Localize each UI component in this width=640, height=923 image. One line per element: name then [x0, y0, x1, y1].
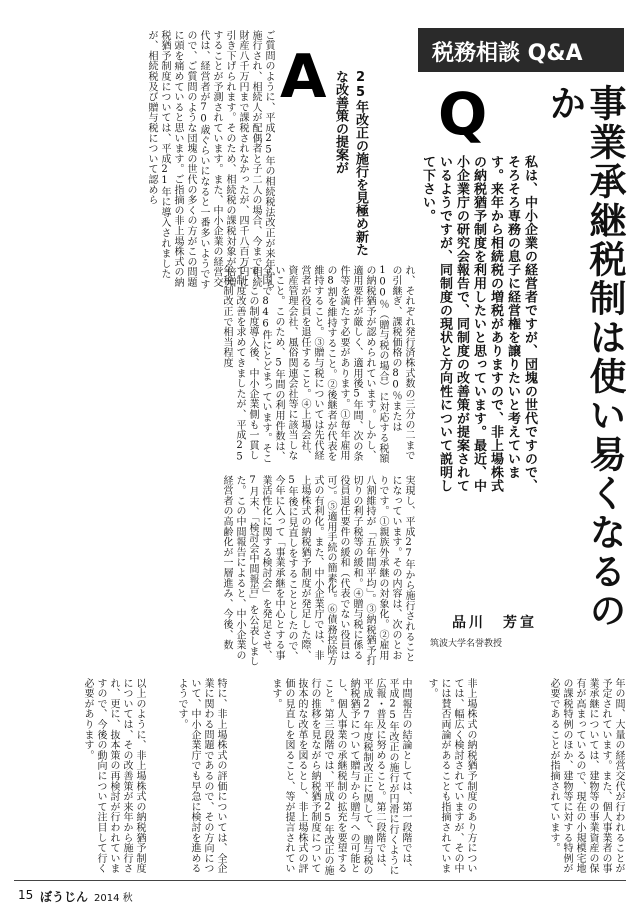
- page-number: 15: [18, 888, 34, 902]
- answer-column-8: 以上のように、非上場株式の納税猶予制度については、その改善策が来年から施行され、更に、抜本策の再検討が行われていますので、今後の動向について注目して行く必要があります。: [82, 678, 145, 874]
- section-banner: [418, 28, 624, 72]
- publication-name: ぼうじん: [40, 890, 89, 904]
- answer-heading: 25年改正の施行を見極め新たな改善策の提案が: [333, 70, 368, 256]
- question-text: 私は、中小企業の経営者ですが、団塊の世代ですので、そろそろ専務の息子に経営権を譲りたいと考えています。来年から相続税の増税がありますので、非上場株式の納税猶予制度を利用したいと思っています。最近、中小企業庁の研究会報告で、同制度の改善策が提案されているようですが、同制度の現状と方向性について説明して下さい。: [420, 155, 537, 493]
- answer-column-5: 非上場株式の納税猶予制度のあり方については、幅広く検討されていますが、その中には賛否両論があることも指摘されています。: [426, 678, 476, 874]
- answer-column-7: 特に、非上場株式の評価については、全企業に関わる問題であるので、その方向について、中小企業庁でも早急に検討を進めるようです。: [176, 678, 226, 874]
- author-affiliation: 筑波大学名誉教授: [430, 639, 503, 649]
- section-title: 税務相談 Q&A: [432, 41, 583, 66]
- answer-column-2: れ、それぞれ発行済株式数の三分の二までの引継ぎ、課税価格の80％または100％（贈与税の場合）に対応する税額の納税猶予が認められています。しかし、適用要件が厳しく、適用後5年間、次の条件等を満たす必要があります。①毎年雇用の8割を維持すること。②後継者が代表を維持すること。③贈与税については先代経営者が役員を退任すること。④上場会社、資産管理会社、風俗関連会社等に該当しないこと。このため、5年間の利用件数は、全国で846件にとどまっています。そこで、この制度導入後、中小企業側も一貫して制度改善を求めてきましたが、平成25年税制改正で相当程度: [221, 265, 414, 464]
- q-label: Q: [438, 80, 488, 148]
- answer-column-3: 実現し、平成27年から施行されることになっています。その内容は、次のとおりです。①親族外承継の対象化。②雇用八割維持が「五年間平均」。③納税猶予打切りの利子税等の緩和。④贈与税に係る役員退任要件の緩和（代表でない役員は可）。⑤適用手続の簡素化。⑥債務控除方式の有利化。また、中小企業庁では、非上場株式の納税猶予制度が発足した際、5年後に見直しをすることとしたので、今年に入って「事業承継を中心とする事業活性化に関する検討会」を発足させ、7月末、「検討会中間報告」を公表しました。この中間報告によると、中小企業の経営者の高齢化が一層進み、今後、数: [221, 475, 414, 667]
- article-title: 事業承継税制は使い易くなるのか: [543, 84, 626, 630]
- answer-column-6: 中間報告の結論としては、第一段階では、平成25年改正の施行が円滑に行くように広報・普及に努めること。第二段階では、平成27年度税制改正に関して、贈与税の納税猶予について贈与から贈与への可能とし、個人事業の承継税制の拡充を要望すること。第三段階では、平成25年改正の施行の推移を見ながら納税猶予制度について抜本的な改革を図るとし、非上場株式の評価の見直しを図ること、等が提言されています。: [270, 678, 411, 876]
- a-label: A: [280, 42, 327, 112]
- answer-column-4: 年の間、大量の経営交代が行われることが予定されています。また、個人事業者の事業承継については、建物等の事業資産の保有が高まっているので、現在の小規模宅地の課税特例のほか、建物等に対する特例が必要であることが指摘されています。: [548, 678, 624, 874]
- issue-label: 2014 秋: [94, 893, 133, 904]
- answer-column-1: ご質問のように、平成25年の相続税法改正が来年から施行され、相続人が配偶者と子二人の場合、今まで相続財産八千万円まで課税されなかったが、四千八百万円に引き下げられます。そのため、相続税の課税対象が倍増することが予測されています。また、中小企業の経営交代は、経営者が70歳ぐらいになると一番多いようですので、ご質問のような団塊の世代の多くの方がこの問題に頭を痛めていると思います。ご指摘の非上場株式の納税猶予制度については、平成21年に導入されましたが、相続税及び贈与税について認めら: [146, 30, 274, 290]
- footer-rule: [14, 880, 626, 881]
- author-name: 品川 芳宣: [452, 615, 537, 631]
